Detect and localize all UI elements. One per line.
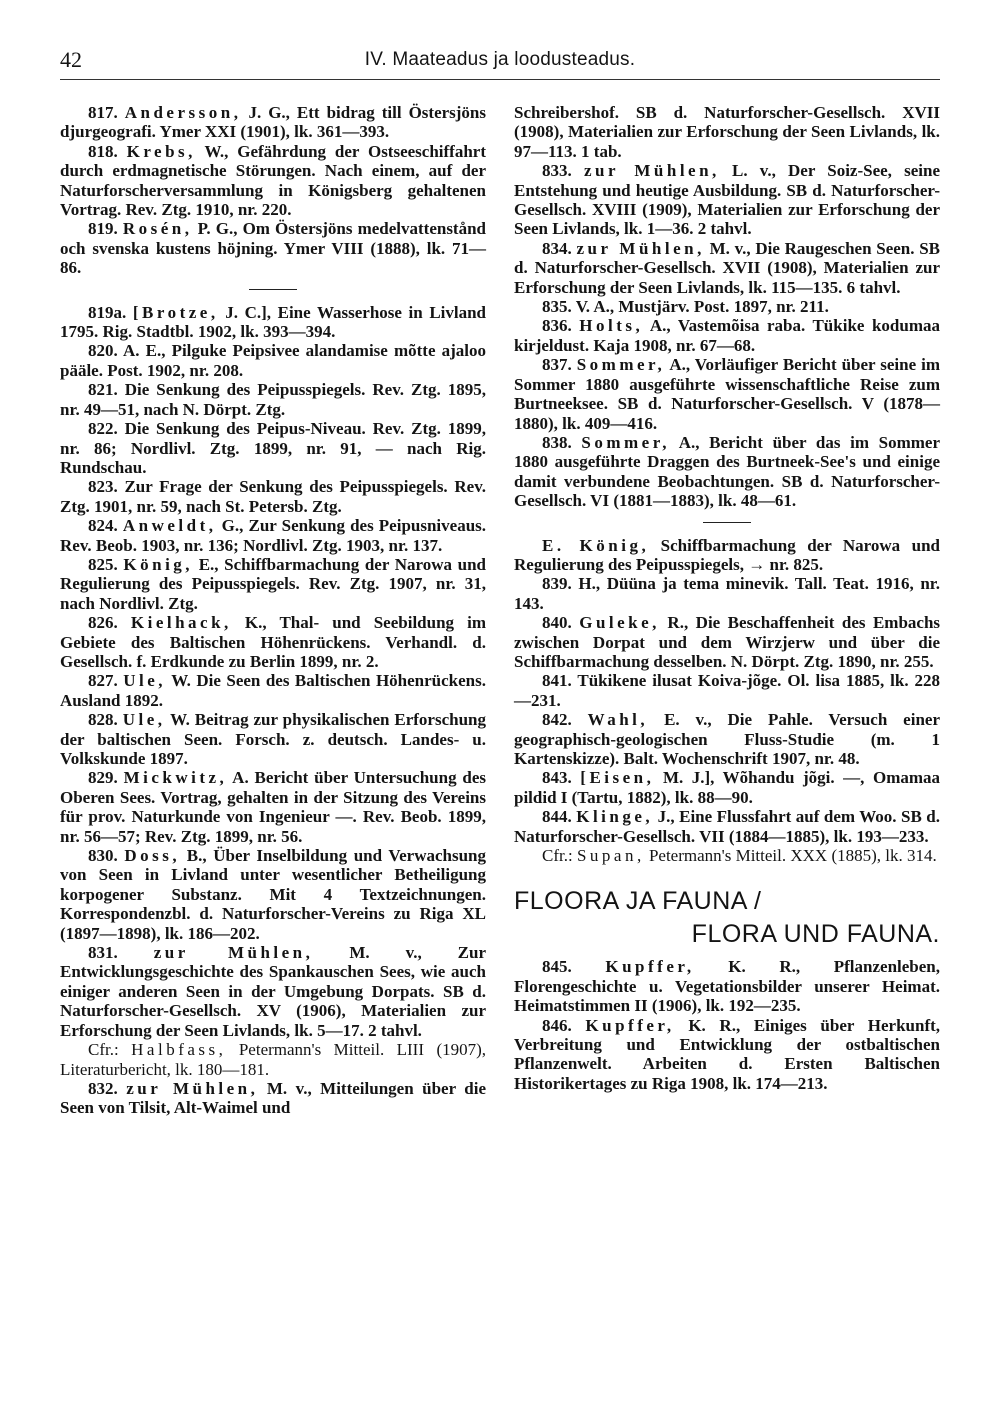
entry-832-continued: Schreibershof. SB d. Naturforscher-Gesellsch. XVII (1908), Materialien zur Erforschung der Seen Livlands, lk. 97—113. 1 tab. (514, 103, 940, 161)
entry-819a (60, 303, 486, 342)
entry-text: M. v., Die Raugeschen Seen. SB d. Naturforscher-Gesellsch. XVII (1908), Materialien zur Erforschung der Seen Livlands, lk. 115—135. 6 tahvl. (514, 238, 941, 297)
entry-text: A., Bericht über das im Sommer 1880 ausgeführte Draggen des Burtneek-See's und einige damit verbundene Beobachtungen. SB d. Naturforscher-Gesellsch. VI (1881—1883), lk. 48—61. (514, 432, 941, 511)
entry-text: V. A., Mustjärv. Post. 1897, nr. 211. (575, 297, 829, 317)
entry-author: Sommer, (576, 355, 666, 375)
entry-text: A., Vorläufiger Bericht über seine im Sommer 1880 ausgeführte wissenschaftliche Reise zum Burtneeksee. SB d. Naturforscher-Gesellsch. V (1878—1880), lk. 409—416. (514, 355, 940, 433)
entry-author: Holts, (579, 316, 644, 336)
entry-number: 836. (542, 316, 572, 336)
entry-839 (514, 574, 940, 613)
section-divider (249, 289, 297, 290)
entry-author: Supan, (576, 846, 645, 866)
entry-838 (514, 433, 940, 511)
entry-author: Halbfass, (131, 1040, 227, 1060)
entry-845 (514, 957, 940, 1015)
entry-number: 844. (542, 807, 572, 827)
entry-817 (60, 103, 486, 142)
entry-author: zur Mühlen, (583, 161, 720, 181)
entry-text: Petermann's Mitteil. LIII (1907), Literaturbericht, lk. 180—181. (60, 1040, 487, 1079)
entry-number: 819. (88, 219, 118, 239)
entry-text: K., Thal- und Seebildung im Gebiete des Baltischen Höhenrückens. Verhandl. d. Gesellsch. f. Erdkunde zu Berlin 1899, nr. 2. (60, 613, 487, 671)
entry-number: 833. (542, 161, 572, 181)
right-column (514, 103, 940, 1093)
entry-number: 817. (88, 103, 118, 122)
entry-author: zur Mühlen, (153, 943, 314, 963)
entry-text: J. C.], Eine Wasserhose in Livland 1795. Rig. Stadtbl. 1902, lk. 393—394. (60, 302, 487, 342)
entry-text: L. v., Der Soiz-See, seine Entstehung und heutige Ausbildung. SB d. Naturforscher-Gesellsch. XVIII (1909), Materialien zur Erforschung der Seen Livlands, lk. 1—36. 2 tahvl. (514, 161, 941, 239)
entry-text: A. Bericht über Untersuchung des Oberen Sees. Vortrag, gehalten in der Sitzung des Vereins für prov. Naturkunde von Ingenieur —. Rev. Beob. 1899, nr. 56—57; Rev. Ztg. 1899, nr. 56. (60, 768, 487, 846)
entry-text: B., Über Inselbildung und Verwachsung von Seen in Livland unter wesentlicher Betheiligung korpogener Substanz. Mit 4 Textzeichnungen. Korrespondenzbl. d. Naturforscher-Vereins zu Riga XL (1897—1898), lk. 186—202. (60, 846, 486, 943)
entry-number: 843. (542, 768, 572, 788)
entry-author: Doss, (124, 846, 181, 866)
entry-841 (514, 671, 940, 710)
entry-822 (60, 419, 486, 477)
entry-number: 830. (88, 846, 118, 866)
entry-text: G., Zur Senkung des Peipusniveaus. Rev. Beob. 1903, nr. 136; Nordlivl. Ztg. 1903, nr. 137. (60, 516, 487, 555)
page-header (60, 40, 940, 80)
entry-text: W. Die Seen des Baltischen Höhenrückens. Ausland 1892. (60, 671, 486, 710)
entry-number: 829. (88, 768, 118, 788)
entry-text: H., Düüna ja tema minevik. Tall. Teat. 1916, nr. 143. (514, 574, 941, 613)
cfr-supan (514, 846, 940, 865)
entry-text: R., Die Beschaffenheit des Embachs zwischen Dorpat und dem Wirzjerw und über die Schiffbarmachung desselben. N. Dörpt. Ztg. 1890, nr. 255. (514, 613, 941, 671)
entry-832 (60, 1079, 486, 1118)
entry-828 (60, 710, 486, 768)
entry-author: Klinge, (576, 807, 654, 827)
entry-number: 825. (88, 554, 118, 574)
section-heading-flora-fauna (514, 885, 940, 951)
entry-author: [Eisen, (580, 768, 655, 788)
entry-number: 820. (88, 341, 118, 361)
entry-number: 840. (542, 613, 572, 633)
entry-829 (60, 768, 486, 846)
entry-835 (514, 297, 940, 316)
entry-author: Rosén, (122, 219, 193, 239)
entry-author: Guleke, (579, 613, 660, 633)
cfr-halbfass (60, 1040, 486, 1079)
entry-text: Schiffbarmachung der Narowa und Regulierung des Peipusspiegels, → nr. 825. (514, 535, 941, 574)
entry-842 (514, 710, 940, 768)
entry-824 (60, 516, 486, 555)
entry-text: M. J.], Wõhandu jõgi. —, Omamaa pildid I (Tartu, 1882), lk. 88—90. (514, 768, 941, 807)
entry-823 (60, 477, 486, 516)
entry-author: Krebs, (126, 141, 196, 161)
entry-text: W., Gefährdung der Ostseeschiffahrt durch erdmagnetische Störungen. Nach einem, auf der Naturforscherversammlung in Königsberg gehaltenen Vortrag. Rev. Ztg. 1910, nr. 220. (60, 141, 486, 220)
entry-number: 821. (88, 380, 118, 400)
left-column (60, 103, 486, 1118)
section-heading-line2: FLORA UND FAUNA. (691, 920, 940, 949)
entry-author: E. König, (542, 535, 650, 555)
entry-number: 827. (88, 671, 118, 691)
entry-author: Kielhack, (130, 613, 232, 633)
section-heading-line1: FLOORA JA FAUNA / (514, 887, 762, 916)
entry-author: Sommer, (581, 432, 670, 452)
entry-author: König, (123, 554, 194, 574)
entry-author: [Brotze, (132, 302, 219, 322)
entry-text: M. v., Zur Entwicklungsgeschichte des Spankauschen Sees, wie auch einiger anderen Seen in der Umgebung Dorpats. SB d. Naturforscher-Gesellsch. XV (1906), Materialien zur Erforschung der Seen Livlands, lk. 5—17. 2 tahvl. (60, 943, 487, 1040)
entry-author: zur Mühlen, (576, 238, 705, 258)
entry-text: A. E., Pilguke Peipsivee alandamise mõtte ajaloo pääle. Post. 1902, nr. 208. (60, 341, 487, 380)
entry-text: E. v., Die Pahle. Versuch einer geographisch-geologischen Fluss-Studie (m. 1 Kartenskizze). Balt. Wochenschrift 1907, nr. 48. (514, 710, 940, 768)
entry-number: 823. (88, 477, 118, 497)
entry-number: 824. (88, 516, 118, 536)
entry-number: 837. (542, 355, 572, 375)
entry-843 (514, 768, 940, 807)
entry-number: 818. (88, 141, 118, 161)
entry-827 (60, 671, 486, 710)
entry-818 (60, 142, 486, 220)
page-number: 42 (60, 47, 82, 72)
entry-819 (60, 219, 486, 277)
entry-text: M. v., Mitteilungen über die Seen von Tilsit, Alt-Waimel und (60, 1078, 487, 1118)
entry-846 (514, 1016, 940, 1094)
entry-number: 846. (542, 1015, 572, 1035)
entry-text: K. R., Einiges über Herkunft, Verbreitung und Entwicklung der ostbaltischen Pflanzenwelt. Arbeiten d. Ersten Baltischen Historikertages zu Riga 1908, lk. 174—213. (514, 1015, 941, 1093)
entry-number: 838. (542, 432, 572, 452)
entry-number: 832. (88, 1078, 118, 1098)
entry-text: W. Beitrag zur physikalischen Erforschung der baltischen Seen. Forsch. z. deutsch. Landes- u. Volkskunde 1897. (60, 710, 486, 768)
entry-text: J. G., Ett bidrag till Östersjöns djurgeografi. Ymer XXI (1901), lk. 361—393. (60, 103, 487, 142)
entry-number: 841. (542, 671, 572, 691)
entry-831 (60, 943, 486, 1040)
entry-number: 831. (88, 943, 118, 963)
entry-author: Anweldt, (122, 516, 217, 536)
running-head: IV. Maateadus ja loodusteadus. (364, 49, 636, 70)
entry-number: 828. (88, 710, 118, 730)
entry-number: 835. (542, 297, 572, 317)
entry-837 (514, 355, 940, 433)
entry-author: Kupffer, (605, 957, 695, 977)
entry-number: 845. (542, 957, 572, 977)
header-rule (60, 79, 940, 80)
entry-text: Die Senkung des Peipus-Niveau. Rev. Ztg. 1899, nr. 86; Nordlivl. Ztg. 1899, nr. 91, — nach Rig. Rundschau. (60, 419, 487, 477)
entry-number: 834. (542, 238, 572, 258)
entry-text: Zur Frage der Senkung des Peipusspiegels. Rev. Ztg. 1901, nr. 59, nach St. Petersb. Ztg. (60, 477, 487, 516)
entry-840 (514, 613, 940, 671)
entry-825 (60, 555, 486, 613)
entry-830 (60, 846, 486, 943)
entry-author: Kupffer, (585, 1015, 675, 1035)
entry-author: Wahl, (587, 710, 649, 730)
entry-text: P. G., Om Östersjöns medelvattenstånd och svenska kustens höjning. Ymer VIII (1888), lk. 71—86. (60, 219, 487, 278)
entry-author: Ule, (122, 710, 166, 730)
entry-author: Ule, (123, 671, 167, 691)
entry-number: 819a. (88, 302, 127, 322)
entry-number: 822. (88, 419, 118, 439)
entry-text: Die Senkung des Peipusspiegels. Rev. Ztg. 1895, nr. 49—51, nach N. Dörpt. Ztg. (60, 380, 487, 419)
entry-number: 826. (88, 613, 118, 633)
entry-834 (514, 239, 940, 297)
entry-text: Petermann's Mitteil. XXX (1885), lk. 314. (648, 846, 937, 866)
entry-author: Mickwitz, (123, 768, 228, 788)
xref-konig (514, 536, 940, 575)
entry-844 (514, 807, 940, 846)
cfr-prefix: Cfr.: (542, 846, 573, 866)
entry-text: A., Vastemõisa raba. Tükike kodumaa kirjeldust. Kaja 1908, nr. 67—68. (514, 316, 941, 355)
entry-number: 839. (542, 574, 572, 594)
entry-text: K. R., Pflanzenleben, Florengeschichte u. Vegetationsbilder unserer Heimat. Heimatstimmen II (1906), lk. 192—235. (514, 957, 940, 1016)
entry-820 (60, 341, 486, 380)
entry-821 (60, 380, 486, 419)
entry-833 (514, 161, 940, 239)
entry-number: 842. (542, 710, 572, 730)
entry-836 (514, 316, 940, 355)
cfr-prefix: Cfr.: (88, 1040, 119, 1060)
entry-text: J., Eine Flussfahrt auf dem Woo. SB d. Naturforscher-Gesellsch. VII (1884—1885), lk. 193—233. (514, 807, 940, 846)
entry-text: E., Schiffbarmachung der Narowa und Regulierung des Peipusspiegels. Rev. Ztg. 1907, nr. 31, nach Nordlivl. Ztg. (60, 554, 487, 613)
entry-author: Andersson, (124, 103, 242, 122)
entry-author: zur Mühlen, (126, 1078, 259, 1098)
entry-text: Tükikene ilusat Koiva-jõge. Ol. lisa 1885, lk. 228—231. (514, 671, 940, 710)
section-divider (703, 522, 751, 523)
entry-826 (60, 613, 486, 671)
